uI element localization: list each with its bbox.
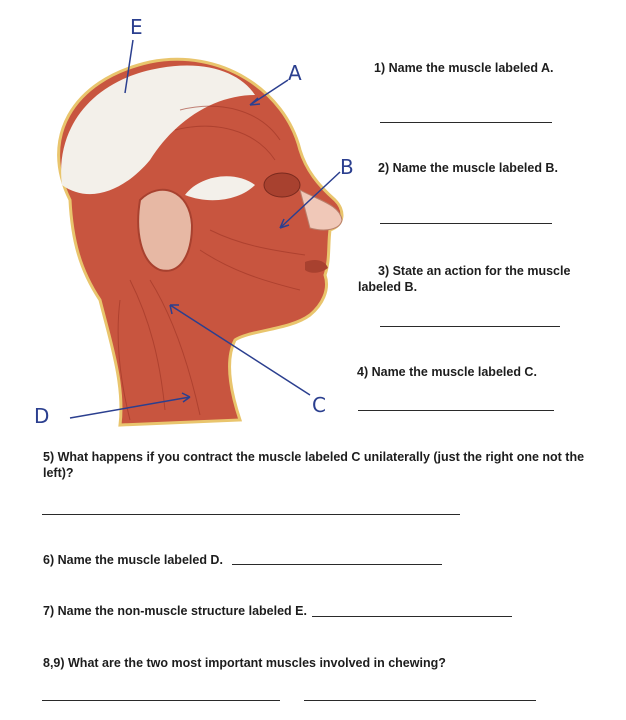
question-5: 5) What happens if you contract the muscle labeled C unilaterally (just the right one not the left)?: [43, 450, 585, 480]
label-B: B: [340, 155, 354, 179]
answer-line-2[interactable]: [380, 223, 552, 224]
answer-line-1[interactable]: [380, 122, 552, 123]
question-1: 1) Name the muscle labeled A.: [374, 61, 554, 75]
head-muscle-illustration: [0, 0, 360, 440]
question-3: 3) State an action for the muscle labeled B.: [358, 264, 571, 294]
question-8-9: 8,9) What are the two most important muscles involved in chewing?: [43, 656, 446, 670]
answer-line-3[interactable]: [380, 326, 560, 327]
eye-region: [264, 173, 300, 197]
question-4: 4) Name the muscle labeled C.: [357, 365, 537, 379]
answer-line-4[interactable]: [358, 410, 554, 411]
question-6: 6) Name the muscle labeled D.: [43, 553, 223, 567]
answer-line-7[interactable]: [312, 616, 512, 617]
label-C: C: [312, 393, 326, 417]
answer-line-6[interactable]: [232, 564, 442, 565]
ear: [138, 190, 192, 271]
answer-line-8[interactable]: [42, 700, 280, 701]
label-D: D: [34, 404, 50, 428]
label-E: E: [130, 15, 143, 39]
question-2: 2) Name the muscle labeled B.: [378, 161, 558, 175]
question-7: 7) Name the non-muscle structure labeled E.: [43, 604, 307, 618]
answer-line-9[interactable]: [304, 700, 536, 701]
label-A: A: [288, 61, 302, 85]
answer-line-5[interactable]: [42, 514, 460, 515]
